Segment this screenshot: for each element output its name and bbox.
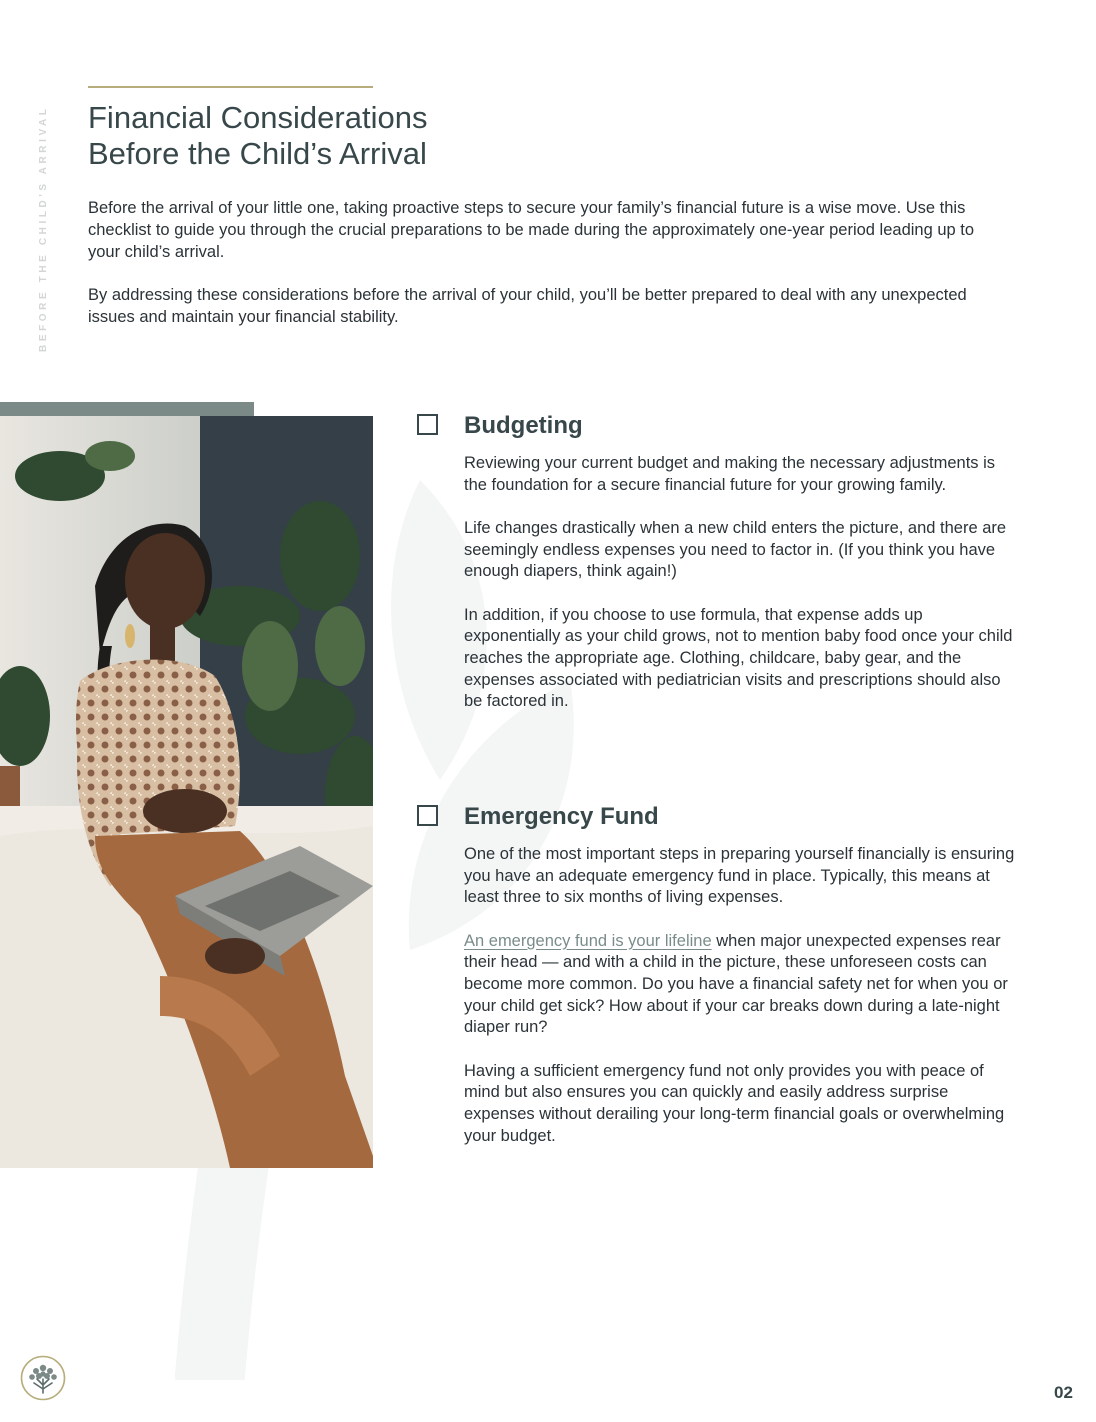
emergency-fund-paragraph-1: One of the most important steps in preparing yourself financially is ensuring you have an adequate emergency fund in place. Typically, this means at least three to six months of living expenses. bbox=[464, 845, 1015, 907]
emergency-fund-heading: Emergency Fund bbox=[464, 803, 659, 830]
budgeting-paragraph-2: Life changes drastically when a new child enters the picture, and there are seemingly endless expenses you need to factor in. (If you think you have enough diapers, think again!) bbox=[464, 518, 1007, 581]
emergency-fund-paragraph-2 bbox=[464, 931, 1017, 1040]
decorative-bar bbox=[0, 402, 254, 416]
page-title-line-1: Financial Considerations bbox=[88, 100, 428, 135]
page-title bbox=[88, 100, 427, 172]
budgeting-paragraph-3: In addition, if you choose to use formula, that expense adds up exponentially as your child grows, not to mention baby food once your child reaches the appropriate age. Clothing, childcare, baby gear, and the expenses associated with pediatrician visits and prescriptions should also be factored in. bbox=[464, 605, 1013, 711]
budgeting-section bbox=[417, 412, 1017, 735]
emergency-fund-paragraph-3: Having a sufficient emergency fund not only provides you with peace of mind but also ensures you can quickly and easily address surprise expenses without derailing your long-term financial goals or overwhelming your budget. bbox=[464, 1061, 1005, 1145]
title-rule bbox=[88, 86, 373, 88]
budgeting-body bbox=[464, 453, 1017, 713]
page-title-line-2: Before the Child’s Arrival bbox=[88, 136, 427, 171]
budgeting-heading: Budgeting bbox=[464, 412, 583, 439]
budgeting-paragraph-1: Reviewing your current budget and making the necessary adjustments is the foundation for a secure financial future for your growing family. bbox=[464, 454, 996, 494]
emergency-fund-body bbox=[464, 844, 1017, 1147]
intro-paragraph-1: Before the arrival of your little one, taking proactive steps to secure your family’s financial future is a wise move. Use this checklist to guide you through the crucial preparations to be made during the approximately one-year period leading up to your child’s arrival. bbox=[88, 199, 975, 261]
page-number: 02 bbox=[1054, 1383, 1073, 1402]
intro-paragraph-2: By addressing these considerations before the arrival of your child, you’ll be better prepared to deal with any unexpected issues and maintain your financial stability. bbox=[88, 286, 967, 326]
emergency-fund-section bbox=[417, 803, 1017, 1169]
emergency-fund-paragraph-2-text: when major unexpected expenses rear their head — and with a child in the picture, these unforeseen costs can become more common. Do you have a financial safety net for when you or your child get sick? How about if your car breaks down during a late-night diaper run? bbox=[464, 931, 1008, 1037]
budgeting-checkbox[interactable] bbox=[417, 414, 438, 435]
woman-with-laptop-photo bbox=[0, 416, 373, 1168]
tree-logo-icon bbox=[20, 1355, 66, 1401]
emergency-fund-checkbox[interactable] bbox=[417, 805, 438, 826]
side-section-label: BEFORE THE CHILD'S ARRIVAL bbox=[38, 105, 49, 352]
emergency-fund-lifeline-link[interactable]: An emergency fund is your lifeline bbox=[464, 931, 712, 950]
intro-text bbox=[88, 197, 988, 349]
